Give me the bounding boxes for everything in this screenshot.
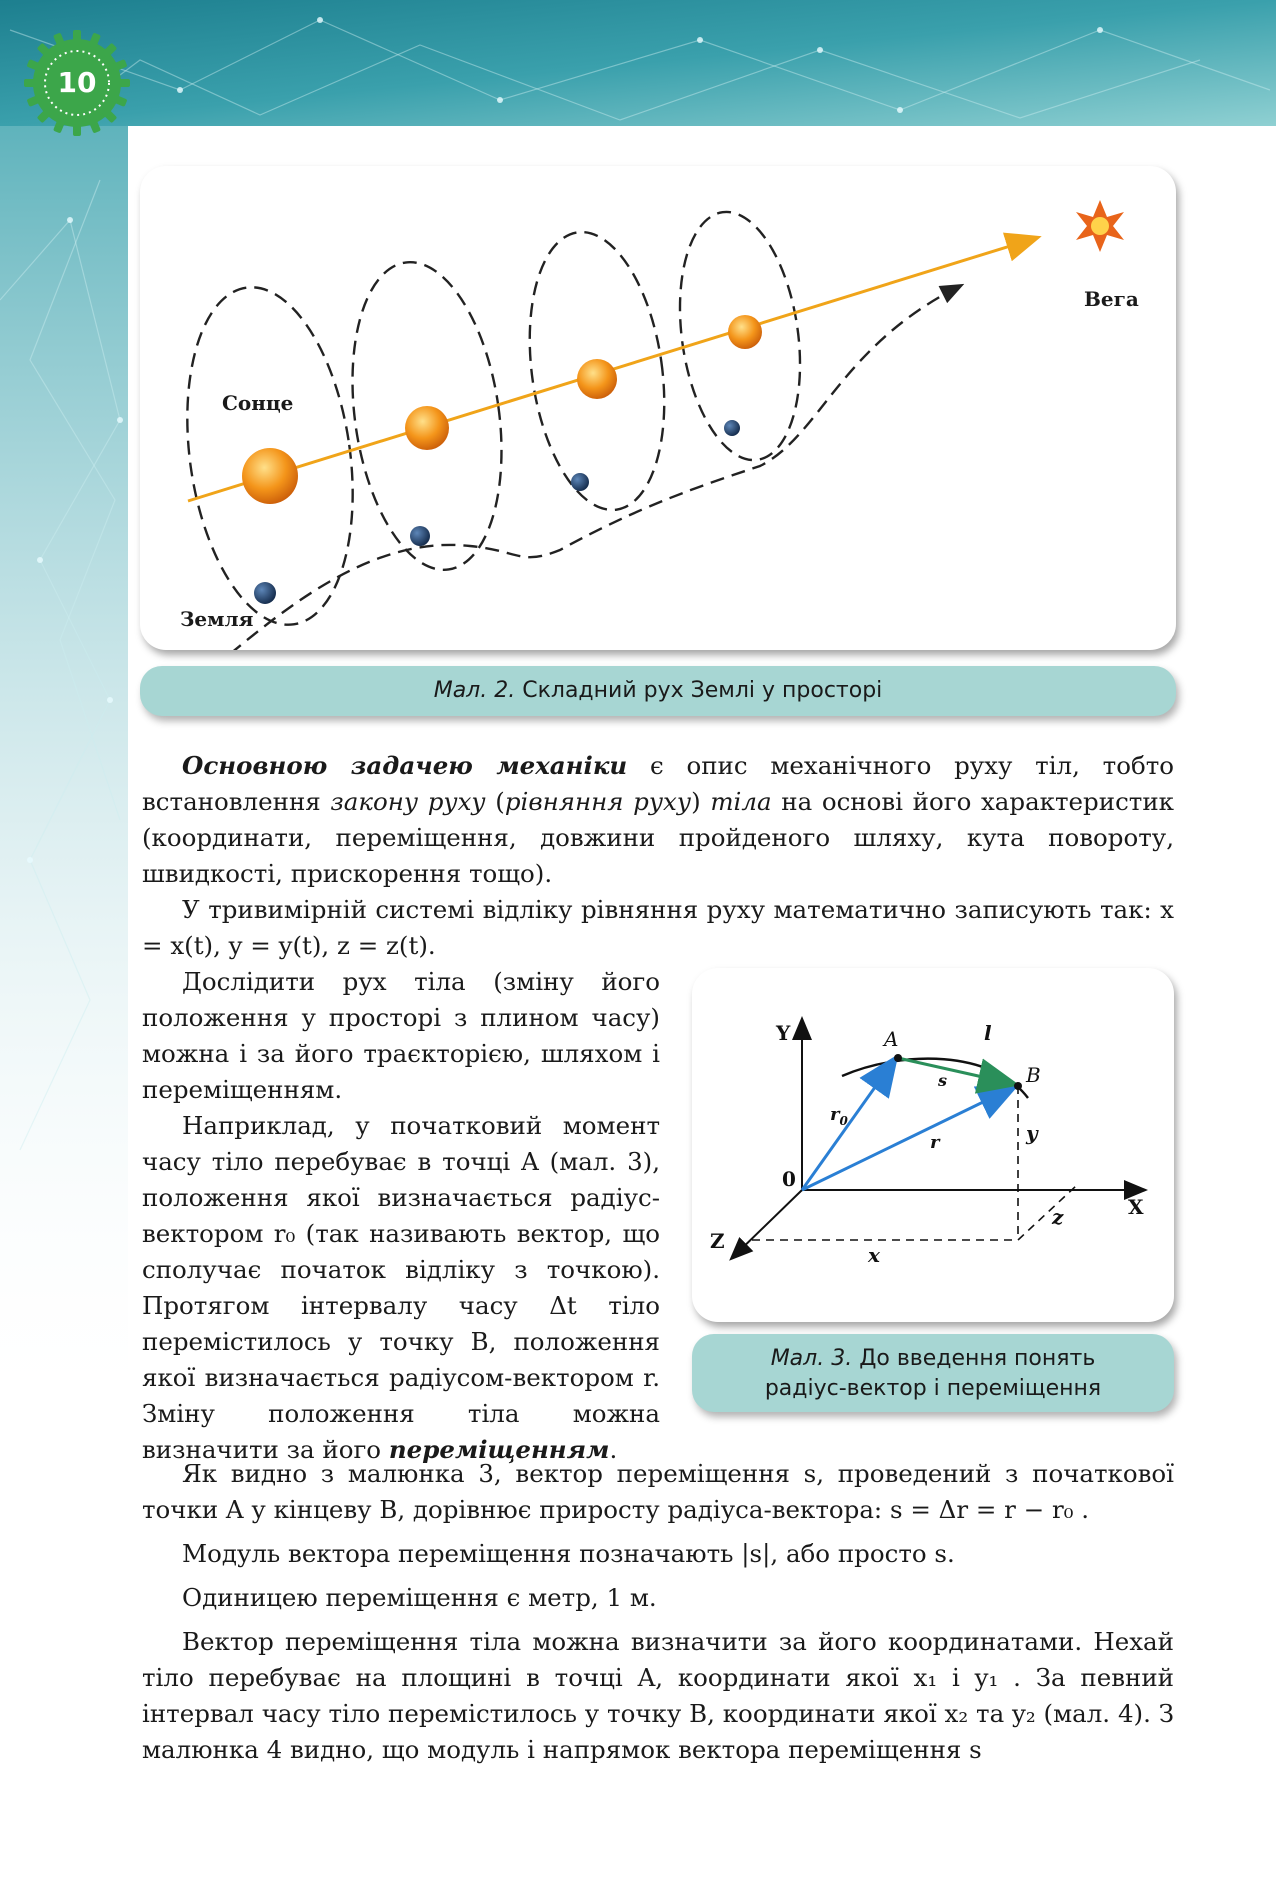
label-earth: Земля <box>180 607 254 631</box>
label-vega: Вега <box>1084 287 1139 311</box>
vega-star-icon <box>1076 200 1124 252</box>
figure-2-caption <box>140 666 1176 716</box>
figure-3-caption <box>692 1334 1174 1412</box>
point-a <box>894 1054 902 1062</box>
label-axis-y: Y <box>776 1021 791 1045</box>
label-coord-z: z <box>1052 1205 1064 1229</box>
axis-z <box>732 1190 802 1258</box>
earth-4 <box>724 420 740 436</box>
point-b <box>1014 1082 1022 1090</box>
figure-3-caption-label: Мал. 3. <box>770 1346 853 1371</box>
p4-end: . <box>609 1435 618 1464</box>
label-vector-r0: $r_0$ <box>830 1104 848 1128</box>
earth-3 <box>571 473 589 491</box>
text-block-column <box>142 964 660 1468</box>
label-coord-x: x <box>868 1243 880 1267</box>
earth-2 <box>410 526 430 546</box>
sun-1 <box>242 448 298 504</box>
p1-text-c: ) <box>691 787 711 816</box>
page-number-badge <box>22 28 132 138</box>
text-block-top <box>142 748 1174 964</box>
figure-2-caption-label: Мал. 2. <box>433 678 516 703</box>
p4-text: Наприклад, у початковий момент часу тіло перебуває в точці A (мал. 3), положення якої визначається радіус-вектором r₀ (так називають вектор, що сполучає початок відліку з точкою). Протягом інтервалу часу Δt тіло перемістилось у точку B, положення якої визначається радіусом-вектором r. Зміну положення тіла можна визначити за його <box>142 1111 660 1464</box>
figure-2-caption-text: Складний рух Землі у просторі <box>515 678 883 703</box>
orbit-paths <box>167 204 815 635</box>
paragraph-1 <box>142 748 1174 892</box>
paragraph-3: Дослідити рух тіла (зміну його положення у просторі з плином часу) можна і за його траєкторією, шляхом і переміщенням. <box>142 967 660 1104</box>
label-axis-z: Z <box>710 1229 725 1253</box>
label-vector-s: s <box>938 1071 948 1090</box>
paragraph-4 <box>142 1108 660 1468</box>
label-point-a: A <box>884 1027 899 1051</box>
label-trajectory: l <box>984 1021 992 1045</box>
figure-2 <box>140 166 1176 650</box>
term-law-of-motion: закону руху <box>330 787 486 816</box>
paragraph-7: Одиницею переміщення є метр, 1 м. <box>182 1583 657 1612</box>
paragraph-6: Модуль вектора переміщення позначають |s|, або просто s. <box>182 1539 955 1568</box>
term-main-task: Основною задачею механіки <box>182 751 628 780</box>
paragraph-2: У тривимірній системі відліку рівняння руху математично записують так: x = x(t), y = y(t), z = z(t). <box>142 895 1174 960</box>
label-vector-r: r <box>930 1132 940 1153</box>
term-displacement: переміщенням <box>388 1435 610 1464</box>
figure-3 <box>692 968 1174 1322</box>
paragraph-5: Як видно з малюнка 3, вектор переміщення s, проведений з початкової точки A у кінцеву B, дорівнює приросту радіуса-вектора: s = Δr = r − r₀ . <box>142 1459 1174 1524</box>
earth-helix-path <box>230 286 960 650</box>
vector-s <box>898 1058 1014 1084</box>
vector-r <box>802 1087 1014 1190</box>
projection-lines <box>752 1086 1076 1240</box>
page-number: 10 <box>57 66 97 99</box>
label-point-b: B <box>1026 1063 1041 1087</box>
paragraph-8: Вектор переміщення тіла можна визначити за його координатами. Нехай тіло перебуває на площині в точці A, координати якої x₁ і y₁ . За певний інтервал часу тіло перемістилось у точку B, координати якої x₂ та y₂ (мал. 4). З малюнка 4 видно, що модуль і напрямок вектора переміщення s <box>142 1627 1174 1764</box>
figure-3-caption-line1: До введення понять <box>852 1346 1096 1371</box>
sun-4 <box>728 315 762 349</box>
p1-text-d: на основі його характеристик (координати, переміщення, довжини пройденого шляху, кута повороту, швидкості, прискорення тощо). <box>142 787 1174 888</box>
label-origin: 0 <box>782 1167 796 1191</box>
figure-3-caption-line2: радіус-вектор і переміщення <box>764 1376 1102 1401</box>
label-coord-y: y <box>1026 1121 1038 1145</box>
vector-r0 <box>802 1059 895 1190</box>
term-body: тіла <box>710 787 772 816</box>
term-equation-of-motion: рівняння руху <box>504 787 692 816</box>
p1-text-a: є опис механічного руху тіл, тобто встановлення <box>142 751 1174 816</box>
sun-2 <box>405 406 449 450</box>
earth-1 <box>254 582 276 604</box>
sun-3 <box>577 359 617 399</box>
label-axis-x: X <box>1128 1195 1144 1219</box>
p1-text-b: ( <box>485 787 505 816</box>
text-block-bottom <box>142 1456 1174 1768</box>
label-sun: Сонце <box>222 391 294 415</box>
